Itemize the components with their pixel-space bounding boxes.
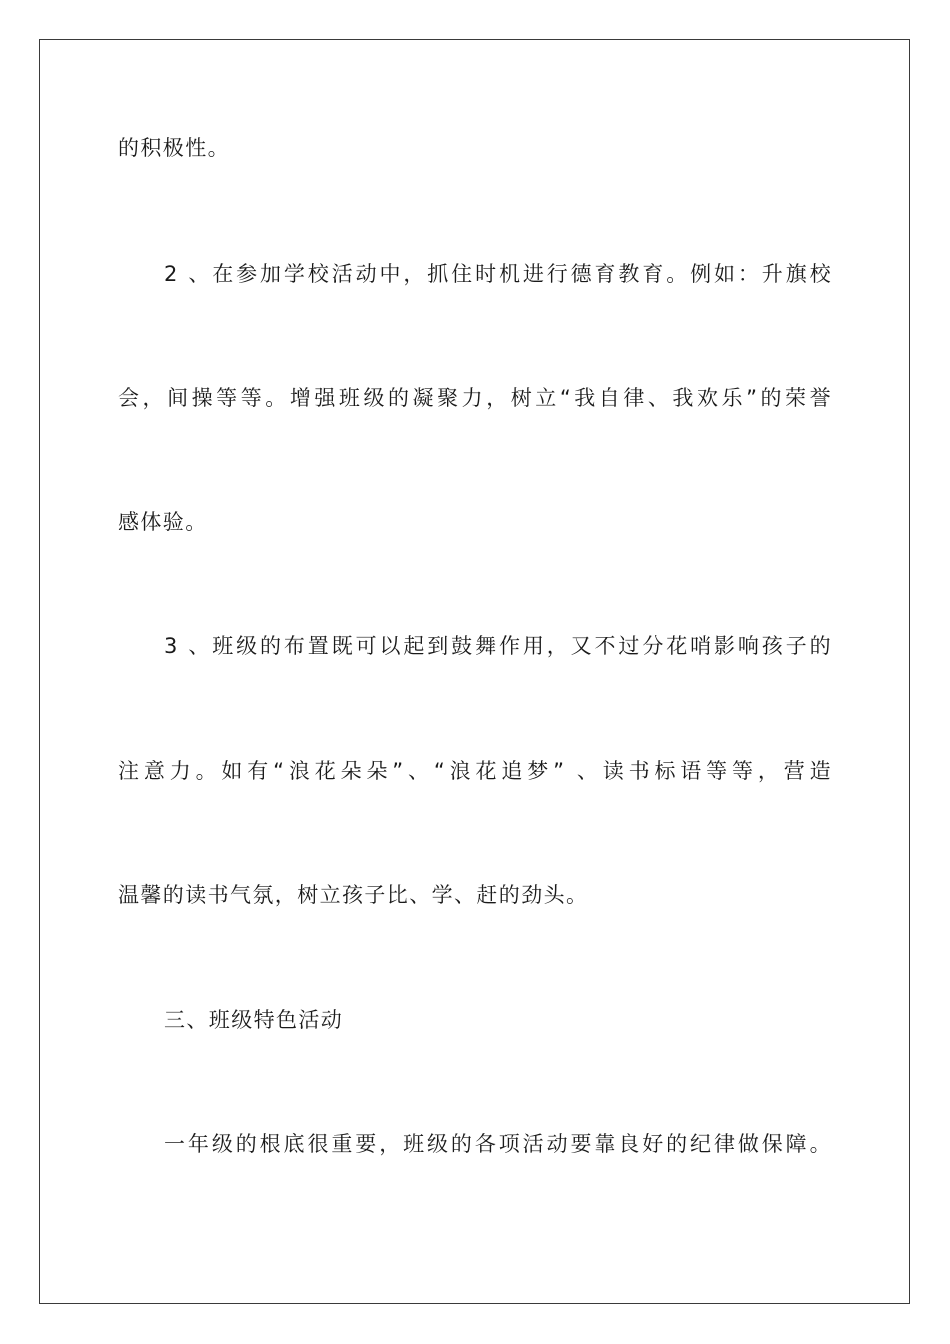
paragraph-line-7: 温馨的读书气氛，树立孩子比、学、赶的劲头。	[118, 883, 589, 907]
paragraph-line-4: 感体验。	[118, 510, 208, 534]
paragraph-line-5: 3 、班级的布置既可以起到鼓舞作用，又不过分花哨影响孩子的	[164, 634, 832, 658]
paragraph-line-9: 一年级的根底很重要，班级的各项活动要靠良好的纪律做保障。	[164, 1132, 832, 1156]
section-heading: 三、班级特色活动	[164, 1008, 344, 1032]
paragraph-line-2: 2 、在参加学校活动中，抓住时机进行德育教育。例如：升旗校	[164, 262, 832, 286]
paragraph-line-1: 的积极性。	[118, 136, 230, 160]
paragraph-line-6: 注意力。如有“浪花朵朵”、“浪花追梦” 、读书标语等等，营造	[118, 759, 832, 783]
page-border	[39, 39, 910, 1304]
paragraph-line-3: 会，间操等等。增强班级的凝聚力，树立“我自律、我欢乐”的荣誉	[118, 386, 832, 410]
